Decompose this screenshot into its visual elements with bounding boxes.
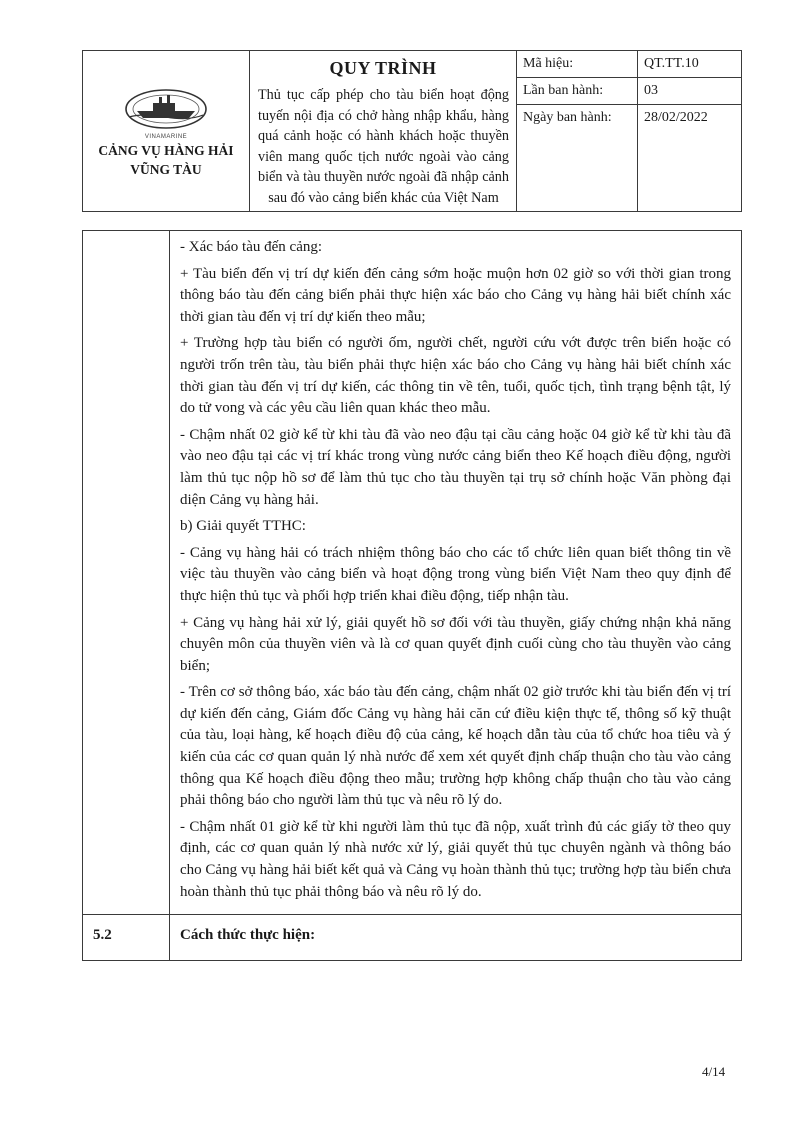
- page-number: 4/14: [702, 1064, 726, 1079]
- organization-cell: [83, 51, 250, 212]
- issue-date-label: Ngày ban hành:: [517, 105, 638, 132]
- organization-name-line2: VŨNG TÀU: [130, 162, 202, 177]
- paragraph-resolution-heading: b) Giải quyết TTHC:: [180, 518, 306, 535]
- code-label: Mã hiệu:: [517, 51, 638, 78]
- paragraph-sick-deceased: + Trường hợp tàu biển có người ốm, người chết, người cứu vớt được trên biển hoặc có người trốn trên tàu, tàu biển phải thực hiện xác báo cho Cảng vụ hàng hải biết chính xác thời gian tàu đến vị trí dự kiến, các thông tin về tên, tuổi, quốc tịch, tình trạng bệnh tật, lý do tử vong và các yêu cầu liên quan khác theo mẫu.: [180, 335, 731, 417]
- row-number-cell: [83, 231, 170, 915]
- paragraph-submission-deadline: - Chậm nhất 02 giờ kể từ khi tàu đã vào neo đậu tại cầu cảng hoặc 04 giờ kể từ khi tàu đã vào neo đậu tại các vị trí khác trong vùng nước cảng biển theo Kế hoạch điều động, người làm thủ tục nộp hồ sơ để làm thủ tục cho tàu thuyền tại trụ sở chính hoặc Văn phòng đại diện Cảng vụ hàng hải.: [180, 426, 731, 508]
- section-number: 5.2: [83, 915, 170, 961]
- content-row: [83, 231, 742, 915]
- logo: [83, 87, 249, 140]
- procedure-content-table: [82, 230, 742, 961]
- procedure-description: Thủ tục cấp phép cho tàu biển hoạt động tuyến nội địa có chở hàng nhập khẩu, hàng quá cảnh hoặc có hành khách hoặc thuyền viên mang quốc tịch nước ngoài vào cảng biển và tàu thuyền nước ngoài đã nhập cảnh sau đó vào cảng biển khác của Việt Nam: [258, 87, 509, 206]
- paragraph-early-late-arrival: + Tàu biển đến vị trí dự kiến đến cảng sớm hoặc muộn hơn 02 giờ so với thời gian trong thông báo tàu đến cảng biển phải thực hiện xác báo cho Cảng vụ hàng hải biết chính xác thời gian tàu đến vị trí dự kiến theo mẫu;: [180, 265, 731, 325]
- row-text-cell: [170, 231, 742, 915]
- paragraph-arrival-notice: - Xác báo tàu đến cảng:: [180, 239, 323, 255]
- section-title: Cách thức thực hiện:: [170, 915, 742, 961]
- issue-number-label: Lần ban hành:: [517, 78, 638, 105]
- paragraph-approval: - Trên cơ sở thông báo, xác báo tàu đến cảng, chậm nhất 02 giờ trước khi tàu biển đến vị trí dự kiến đến cảng, Giám đốc Cảng vụ hàng hải căn cứ điều kiện thực tế, thông số kỹ thuật của tàu, loại hàng, kế hoạch điều độ của cảng, kế hoạch dẫn tàu của tổ chức hoa tiêu và ý kiến của các cơ quan quản lý nhà nước để xem xét quyết định chấp thuận cho tàu vào cảng thông qua Kế hoạch điều động theo mẫu; trường hợp không chấp thuận cho tàu vào cảng phải thông báo cho người làm thủ tục và nêu rõ lý do.: [180, 684, 731, 809]
- organization-name-line1: CẢNG VỤ HÀNG HẢI: [98, 143, 234, 158]
- vinamarine-logo-icon: [123, 87, 209, 131]
- brand-name: VINAMARINE: [144, 134, 188, 140]
- code-value: QT.TT.10: [638, 51, 742, 78]
- issue-number-value: 03: [638, 78, 742, 105]
- issue-date-value: 28/02/2022: [638, 105, 742, 132]
- document-header: [82, 50, 742, 212]
- procedure-title: QUY TRÌNH: [329, 58, 437, 78]
- meta-spacer: [638, 131, 742, 212]
- section-row: [83, 915, 742, 961]
- paragraph-notify-organizations: - Cảng vụ hàng hải có trách nhiệm thông báo cho các tổ chức liên quan biết thông tin về việc tàu thuyền vào cảng biển và hoạt động trong vùng biển Việt Nam theo quy định để thực hiện thủ tục và phối hợp triển khai điều động, tiếp nhận tàu.: [180, 544, 731, 604]
- procedure-cell: [250, 51, 517, 212]
- paragraph-completion: - Chậm nhất 01 giờ kể từ khi người làm thủ tục đã nộp, xuất trình đủ các giấy tờ theo quy định, các cơ quan quản lý nhà nước xử lý, giải quyết thủ tục chuyên ngành và thông báo cho Cảng vụ hàng hải biết kết quả và Cảng vụ hoàn thành thủ tục; trường hợp tàu biển chưa hoàn thành thủ tục phải thông báo và nêu rõ lý do.: [180, 818, 731, 900]
- paragraph-process-documents: + Cảng vụ hàng hải xử lý, giải quyết hồ sơ đối với tàu thuyền, giấy chứng nhận khả năng chuyên môn của thuyền viên và là cơ quan quyết định cuối cùng cho tàu thuyền vào cảng biển;: [180, 614, 731, 674]
- meta-spacer: [517, 131, 638, 212]
